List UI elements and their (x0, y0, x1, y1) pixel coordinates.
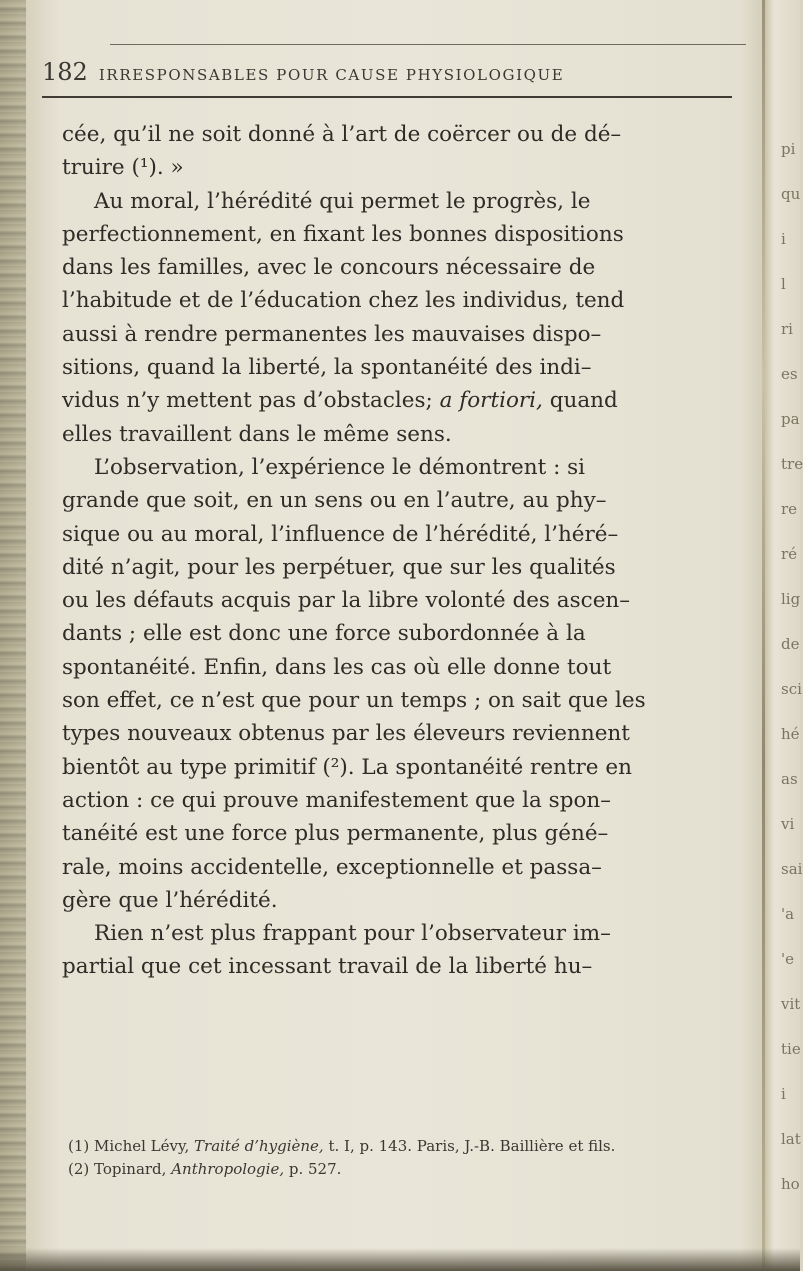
edge-fragment: re (781, 500, 798, 518)
text-line: dants ; elle est donc une force subordonnée à la (62, 621, 586, 647)
text-line: truire (¹). » (62, 155, 184, 181)
edge-fragment: sci (781, 680, 802, 698)
text-line: tanéité est une force plus permanente, plus géné– (62, 821, 609, 847)
edge-fragment: de (781, 635, 800, 653)
italic-phrase: a fortiori, (439, 388, 543, 414)
edge-fragment: i (781, 230, 786, 248)
text-line: aussi à rendre permanentes les mauvaises dispo– (62, 321, 602, 347)
page-number: 182 (42, 58, 88, 86)
text-line: rale, moins accidentelle, exceptionnelle et passa– (62, 854, 602, 880)
text-line: dans les familles, avec le concours nécessaire de (62, 255, 596, 281)
text-line: spontanéité. Enfin, dans les cas où elle donne tout (62, 654, 612, 680)
text-line: perfectionnement, en fixant les bonnes dispositions (62, 221, 624, 247)
text-line: l’habitude et de l’éducation chez les individus, tend (62, 288, 625, 314)
edge-fragment: tie (781, 1040, 801, 1058)
text-segment: quand (542, 388, 618, 414)
footnote-title: Anthropologie, (171, 1160, 285, 1178)
edge-fragment: i (781, 1085, 786, 1103)
footnote-text: (2) Topinard, (68, 1160, 172, 1178)
footnotes (68, 1135, 758, 1181)
edge-fragment: lat (781, 1130, 801, 1148)
edge-fragment: vit (781, 995, 801, 1013)
edge-fragment: 'a (781, 905, 795, 923)
edge-fragment: 'e (781, 950, 795, 968)
edge-fragment: tre (781, 455, 803, 473)
edge-fragment: lig (781, 590, 801, 608)
text-line: grande que soit, en un sens ou en l’autre, au phy– (62, 488, 607, 514)
text-line: elles travaillent dans le même sens. (62, 421, 452, 447)
text-line: gère que l’hérédité. (62, 887, 278, 913)
binding-gutter (0, 0, 26, 1271)
text-line: cée, qu’il ne soit donné à l’art de coërcer ou de dé– (62, 122, 622, 147)
footnote-text: p. 527. (284, 1160, 342, 1178)
body-text (62, 118, 752, 984)
edge-fragment: pa (781, 410, 800, 428)
text-segment: vidus n’y mettent pas d’obstacles; (62, 388, 433, 414)
text-line: son effet, ce n’est que pour un temps ; on sait que les (62, 688, 646, 714)
edge-fragment: qu (781, 185, 801, 203)
footnote-title: Traité d’hygiène, (194, 1137, 324, 1155)
edge-fragment: hé (781, 725, 800, 743)
edge-fragment: sai (781, 860, 803, 878)
text-line: sique ou au moral, l’influence de l’hérédité, l’héré– (62, 521, 619, 547)
edge-fragment: ho (781, 1175, 800, 1193)
footnote-2 (68, 1158, 758, 1181)
page-edge-line (762, 0, 765, 1271)
header-rule (42, 96, 732, 98)
text-line: sitions, quand la liberté, la spontanéité des indi– (62, 355, 592, 381)
text-line: action : ce qui prouve manifestement que la spon– (62, 787, 612, 813)
running-header (42, 58, 742, 98)
edge-fragment: vi (781, 815, 795, 833)
edge-fragment: pi (781, 140, 796, 158)
text-line (62, 384, 752, 417)
edge-fragment: as (781, 770, 798, 788)
text-line: ou les défauts acquis par la libre volonté des ascen– (62, 588, 631, 614)
header-top-rule (110, 44, 746, 45)
footnote-text: t. I, p. 143. Paris, J.-B. Baillière et fils. (323, 1137, 616, 1155)
footnote-text: (1) Michel Lévy, (68, 1137, 195, 1155)
text-line: types nouveaux obtenus par les éleveurs reviennent (62, 721, 630, 747)
running-title: IRRESPONSABLES POUR CAUSE PHYSIOLOGIQUE (98, 66, 565, 84)
edge-fragment: ré (781, 545, 798, 563)
edge-fragment: es (781, 365, 798, 383)
text-line: Au moral, l’hérédité qui permet le progrès, le (94, 188, 591, 214)
bottom-shadow (0, 1248, 800, 1271)
text-line: dité n’agit, pour les perpétuer, que sur les qualités (62, 554, 616, 580)
edge-fragment: l (781, 275, 786, 293)
footnote-1 (68, 1135, 758, 1158)
edge-fragment: ri (781, 320, 793, 338)
text-line: Rien n’est plus frappant pour l’observateur im– (94, 921, 611, 947)
text-line: bientôt au type primitif (²). La spontanéité rentre en (62, 754, 632, 780)
text-line: partial que cet incessant travail de la liberté hu– (62, 954, 593, 980)
text-line: L’observation, l’expérience le démontrent : si (94, 454, 586, 480)
